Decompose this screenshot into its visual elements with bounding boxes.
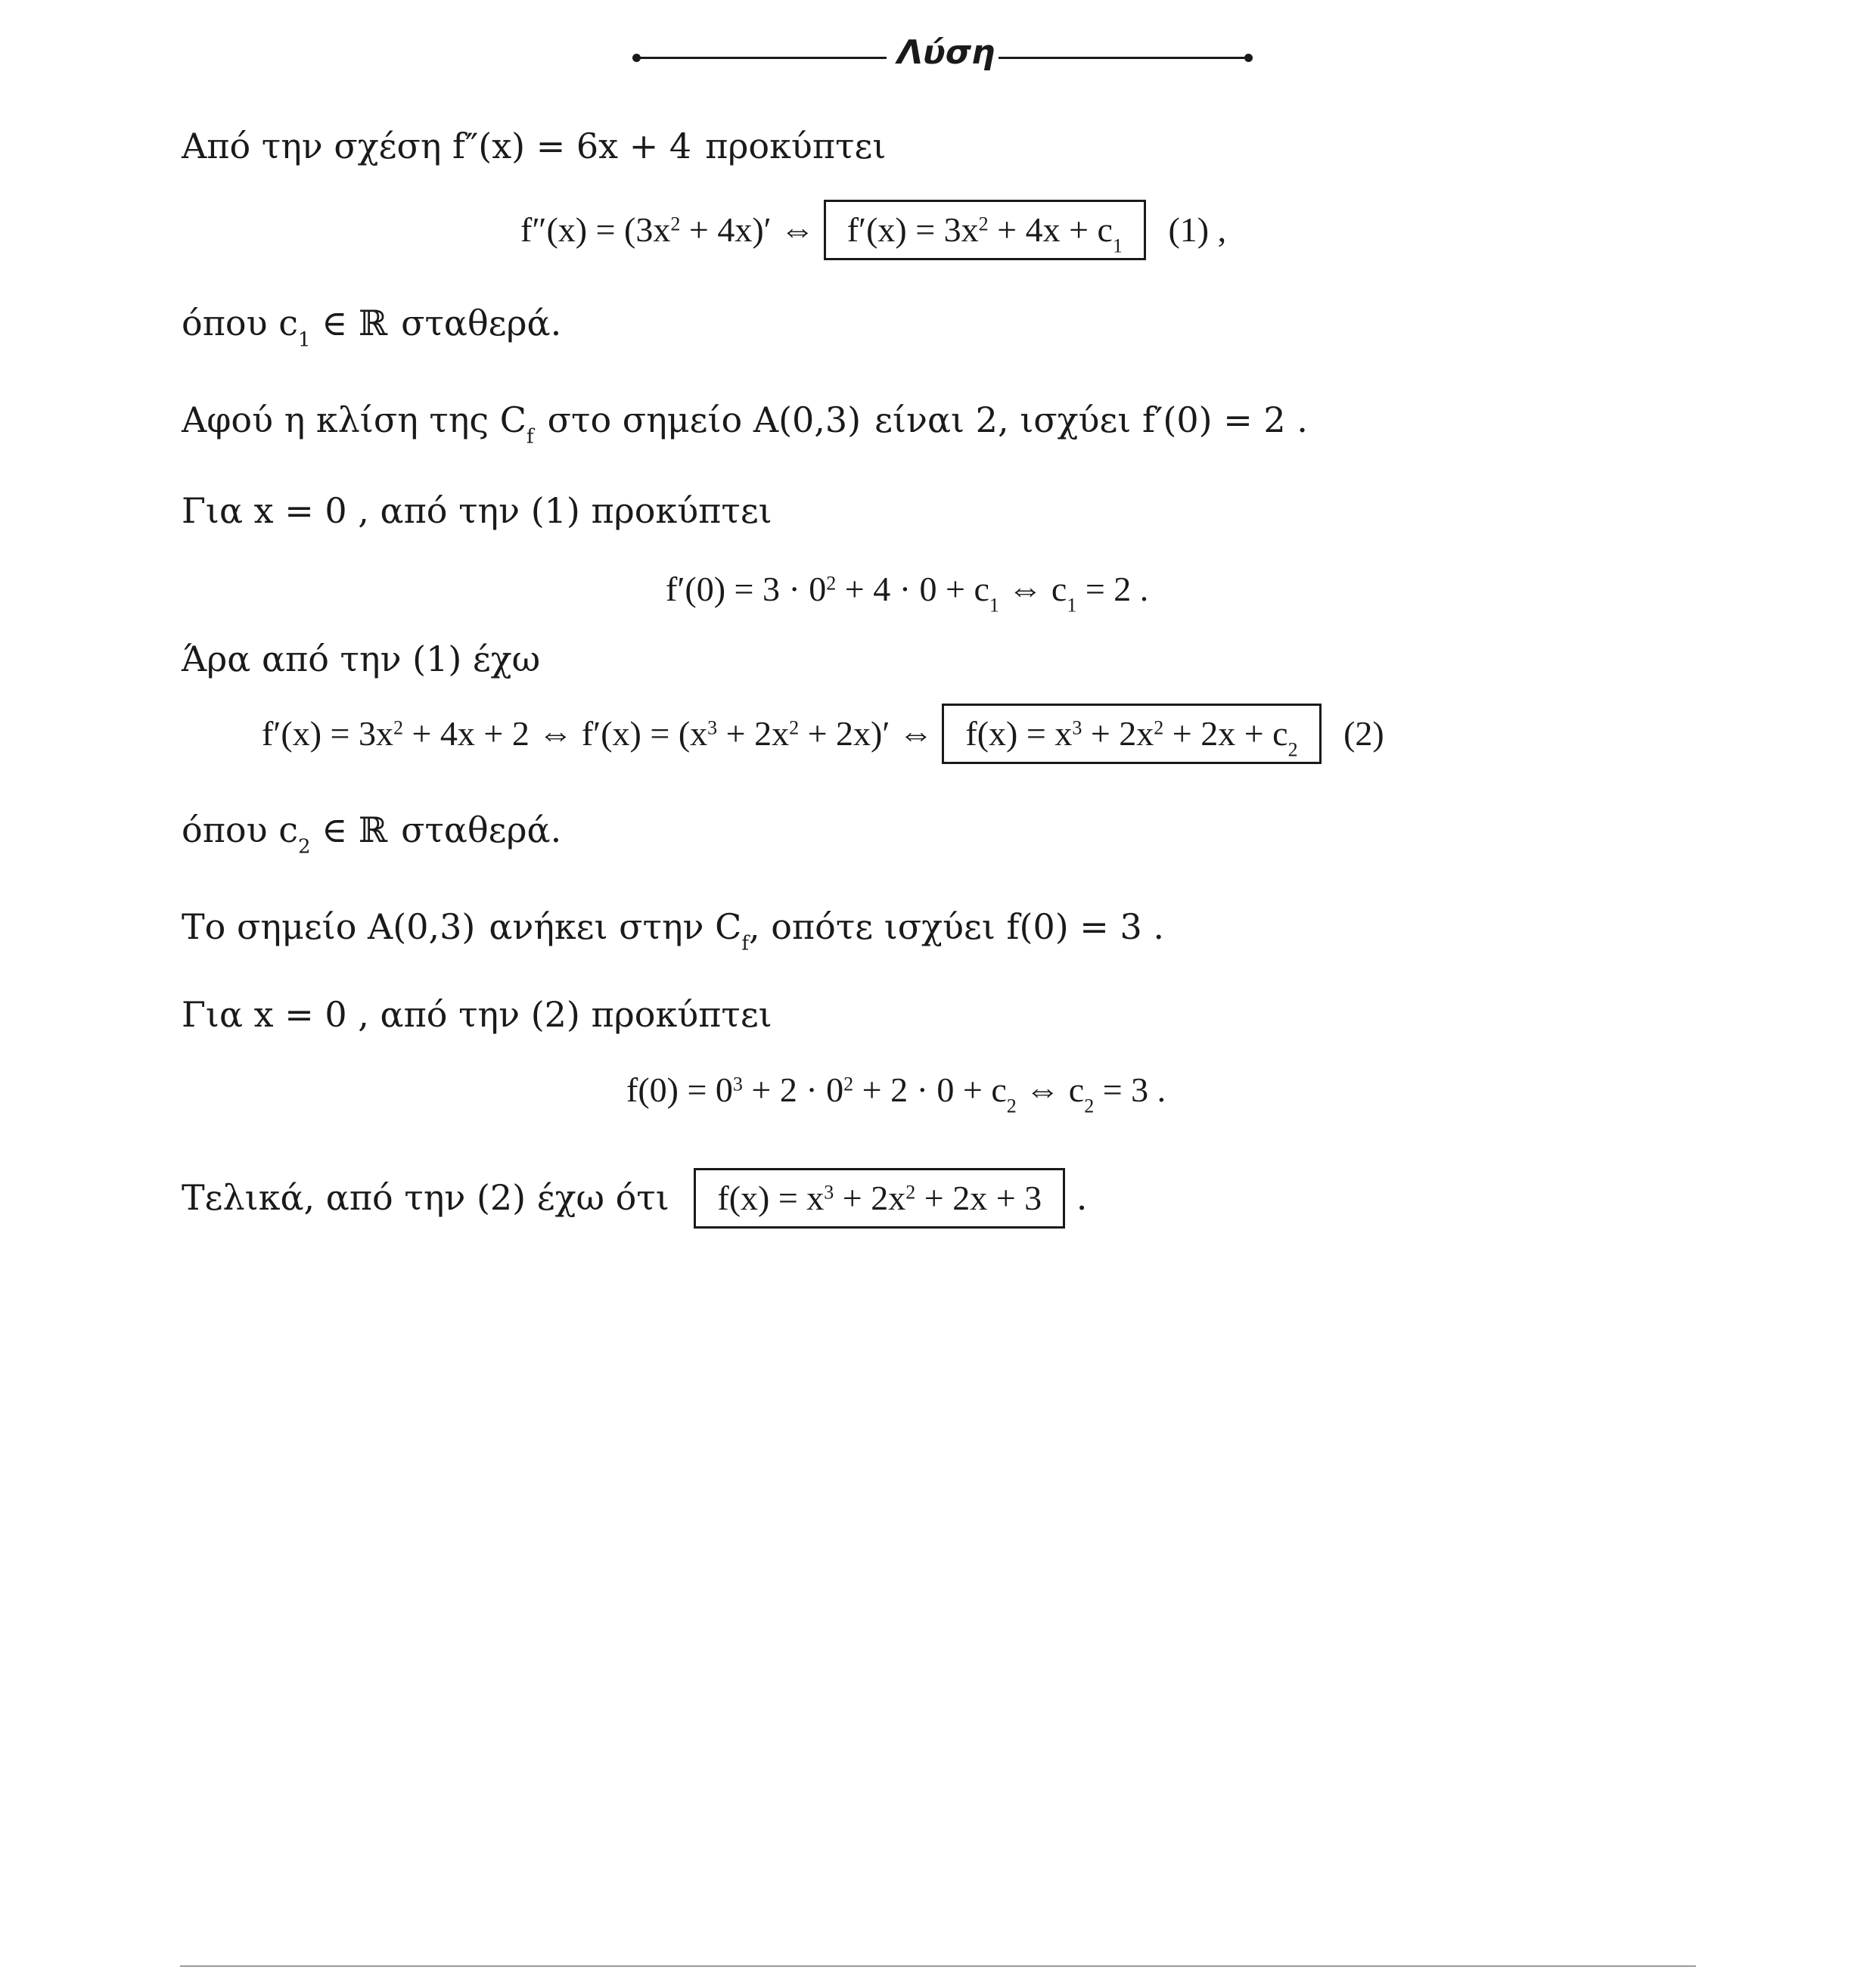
exp: 2 xyxy=(670,213,681,235)
equation-1 xyxy=(520,200,1226,260)
math: + 2x + 3 xyxy=(915,1179,1042,1217)
math: f′(0) = 3 · 0 xyxy=(666,570,827,608)
text: ανήκει στην C xyxy=(489,906,742,947)
math: + 4x + 2 ⇔ f′(x) = (x xyxy=(402,714,708,753)
text: είναι 2, ισχύει f′(0) = 2 . xyxy=(874,399,1308,440)
equation-4 xyxy=(626,1070,1166,1117)
text: ∈ ℝ xyxy=(310,303,388,343)
math: + 2x xyxy=(1082,714,1154,753)
math: = 2 . xyxy=(1076,570,1149,608)
math: f(x) = x xyxy=(965,714,1073,753)
line-constant-c2 xyxy=(182,809,562,859)
text: όπου c xyxy=(182,303,298,343)
text: Για x = 0 , από την (1) προκύπτει xyxy=(182,490,772,531)
line-slope xyxy=(182,399,1308,449)
equation-ref: (1) , xyxy=(1168,210,1227,249)
text: όπου c xyxy=(182,809,298,850)
text: Τελικά, από την (2) έχω ότι xyxy=(182,1177,669,1218)
equation-3 xyxy=(262,704,1384,764)
exp: 3 xyxy=(1072,716,1082,739)
exp: 2 xyxy=(393,716,403,739)
header-right-dot xyxy=(1244,54,1253,62)
text: Αφού η κλίση της C xyxy=(182,399,527,440)
math: + 2x)′ ⇔ xyxy=(799,714,933,753)
math: + 4 · 0 + c xyxy=(836,570,989,608)
equation-ref: (2) xyxy=(1343,714,1384,753)
sub: f xyxy=(741,932,749,955)
math: + 4x)′ ⇔ xyxy=(680,210,815,249)
boxed-result-1 xyxy=(824,200,1146,260)
text: στο σημείο A(0,3) xyxy=(547,399,862,440)
math: + 2x xyxy=(717,714,790,753)
header-right-rule xyxy=(999,57,1248,59)
math: f′(x) = 3x xyxy=(262,714,393,753)
line-point-on-curve xyxy=(182,906,1164,955)
math: + 2x + c xyxy=(1163,714,1288,753)
line-for-x0-1 xyxy=(182,490,772,531)
boxed-result-2 xyxy=(942,704,1321,764)
text: Από την σχέση f″(x) = 6x + 4 xyxy=(182,126,692,166)
math: ⇔ c xyxy=(1016,1070,1085,1109)
exp: 2 xyxy=(843,1073,854,1095)
math: + 4x + c xyxy=(988,210,1113,249)
sub: 1 xyxy=(989,594,999,617)
math: f(x) = x xyxy=(717,1179,825,1217)
exp: 2 xyxy=(905,1181,916,1204)
text: Για x = 0 , από την (2) προκύπτει xyxy=(182,994,772,1035)
text: . xyxy=(1076,1177,1088,1218)
text: σταθερά. xyxy=(401,303,562,343)
solution-header xyxy=(632,33,1253,82)
text: σταθερά. xyxy=(401,809,562,850)
line-final-result xyxy=(182,1168,1087,1229)
sub: f xyxy=(526,425,534,449)
line-constant-c1 xyxy=(182,303,562,352)
line-therefore-1 xyxy=(182,638,541,679)
sub: 2 xyxy=(1084,1095,1095,1117)
sub: 1 xyxy=(1112,235,1123,257)
math: f″(x) = (3x xyxy=(520,210,671,249)
header-left-rule xyxy=(637,57,887,59)
boxed-final-answer xyxy=(694,1168,1065,1229)
line-given-relation xyxy=(182,126,887,166)
exp: 3 xyxy=(824,1181,834,1204)
exp: 2 xyxy=(1154,716,1164,739)
exp: 3 xyxy=(707,716,718,739)
math: ⇔ c xyxy=(999,570,1067,608)
text: Άρα από την (1) έχω xyxy=(182,638,541,679)
exp: 3 xyxy=(732,1073,743,1095)
exp: 2 xyxy=(789,716,800,739)
sub: 2 xyxy=(1006,1095,1017,1117)
text: , οπότε ισχύει f(0) = 3 . xyxy=(748,906,1164,947)
sub: 1 xyxy=(297,328,311,352)
equation-2 xyxy=(666,570,1149,617)
math: + 2 · 0 + c xyxy=(853,1070,1007,1109)
text: προκύπτει xyxy=(705,126,887,166)
exp: 2 xyxy=(826,572,837,595)
math: + 2 · 0 xyxy=(742,1070,844,1109)
exp: 2 xyxy=(978,213,989,235)
sub: 2 xyxy=(297,835,311,859)
sub: 1 xyxy=(1067,594,1077,617)
math: + 2x xyxy=(834,1179,906,1217)
line-for-x0-2 xyxy=(182,994,772,1035)
header-title: Λύση xyxy=(897,33,995,72)
text: ∈ ℝ xyxy=(310,809,388,850)
sub: 2 xyxy=(1287,738,1298,761)
math: = 3 . xyxy=(1094,1070,1166,1109)
math: f′(x) = 3x xyxy=(846,210,979,249)
footer-rule xyxy=(180,1965,1696,1967)
text: Το σημείο A(0,3) xyxy=(182,906,476,947)
math: f(0) = 0 xyxy=(626,1070,733,1109)
